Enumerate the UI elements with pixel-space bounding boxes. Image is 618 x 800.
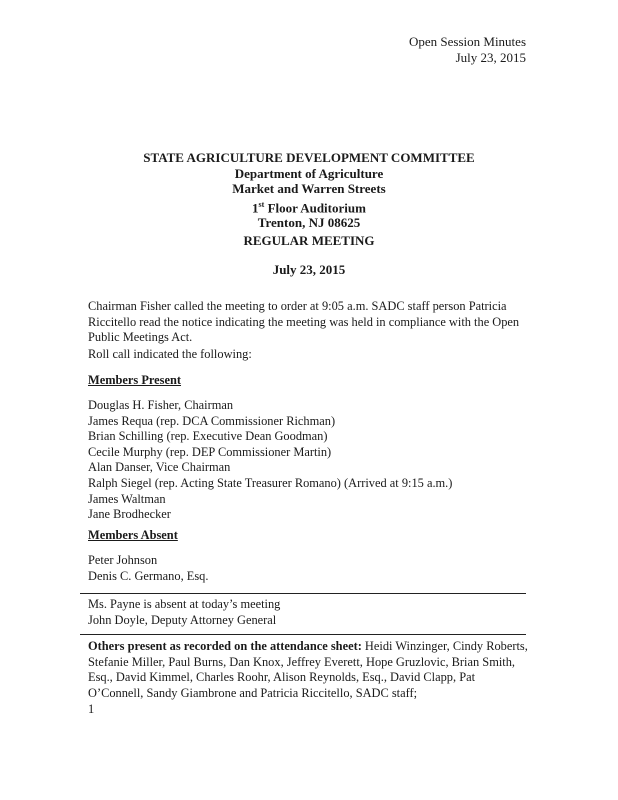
list-item: John Doyle, Deputy Attorney General bbox=[88, 612, 277, 627]
list-item: James Waltman bbox=[88, 491, 166, 506]
roll-call-paragraph: Roll call indicated the following: bbox=[88, 347, 252, 361]
list-item: Ms. Payne is absent at today’s meeting bbox=[88, 597, 281, 611]
floor-ordinal-suffix: st bbox=[258, 199, 265, 209]
members-present-list bbox=[88, 398, 452, 523]
list-item: Jane Brodhecker bbox=[88, 507, 171, 522]
divider bbox=[80, 593, 526, 594]
committee-name: STATE AGRICULTURE DEVELOPMENT COMMITTEE bbox=[143, 150, 475, 165]
list-item: James Requa (rep. DCA Commissioner Richman) bbox=[88, 413, 336, 428]
floor-location bbox=[0, 197, 618, 216]
header-doc-type: Open Session Minutes bbox=[409, 34, 526, 49]
list-item: Brian Schilling (rep. Executive Dean Goodman) bbox=[88, 429, 328, 444]
city-state-zip: Trenton, NJ 08625 bbox=[257, 215, 361, 231]
attendance-notes bbox=[88, 597, 280, 628]
title-block bbox=[0, 150, 618, 231]
list-item: Ralph Siegel (rep. Acting State Treasurer Romano) (Arrived at 9:15 a.m.) bbox=[88, 475, 453, 490]
list-item: Peter Johnson bbox=[88, 553, 158, 567]
others-present-label: Others present as recorded on the attendance sheet: bbox=[88, 639, 362, 653]
others-present-paragraph bbox=[88, 639, 528, 701]
page-header bbox=[409, 34, 526, 66]
intro-paragraph: Chairman Fisher called the meeting to order at 9:05 a.m. SADC staff person Patricia Riccitello read the notice indicating the meeting was held in compliance with the Open Public Meetings Act. bbox=[88, 299, 520, 345]
list-item: Alan Danser, Vice Chairman bbox=[88, 460, 231, 475]
department-name: Department of Agriculture bbox=[234, 165, 384, 181]
list-item: Cecile Murphy (rep. DEP Commissioner Martin) bbox=[88, 444, 332, 459]
meeting-type: REGULAR MEETING bbox=[243, 233, 375, 248]
street-address: Market and Warren Streets bbox=[232, 181, 386, 196]
header-date: July 23, 2015 bbox=[455, 50, 526, 65]
members-absent-list bbox=[88, 553, 208, 584]
list-item: Denis C. Germano, Esq. bbox=[88, 568, 209, 583]
members-absent-heading: Members Absent bbox=[88, 528, 178, 542]
page-number: 1 bbox=[88, 702, 95, 716]
floor-rest: Floor Auditorium bbox=[264, 199, 366, 215]
members-present-heading: Members Present bbox=[88, 373, 182, 387]
list-item: Douglas H. Fisher, Chairman bbox=[88, 398, 234, 412]
divider bbox=[80, 634, 526, 635]
others-present-names: Heidi Winzinger, Cindy Roberts, Stefanie Miller, Paul Burns, Dan Knox, Jeffrey Everett, Hope Gruzlovic, Brian Smith, Esq., David Kimmel, Charles Roohr, Alison Reynolds, Esq., David Clapp, Pat O’Connell, Sandy Giambrone and Patricia Riccitello, SADC staff; bbox=[88, 639, 528, 700]
meeting-date: July 23, 2015 bbox=[272, 262, 346, 277]
floor-ordinal: 1 bbox=[252, 199, 259, 215]
